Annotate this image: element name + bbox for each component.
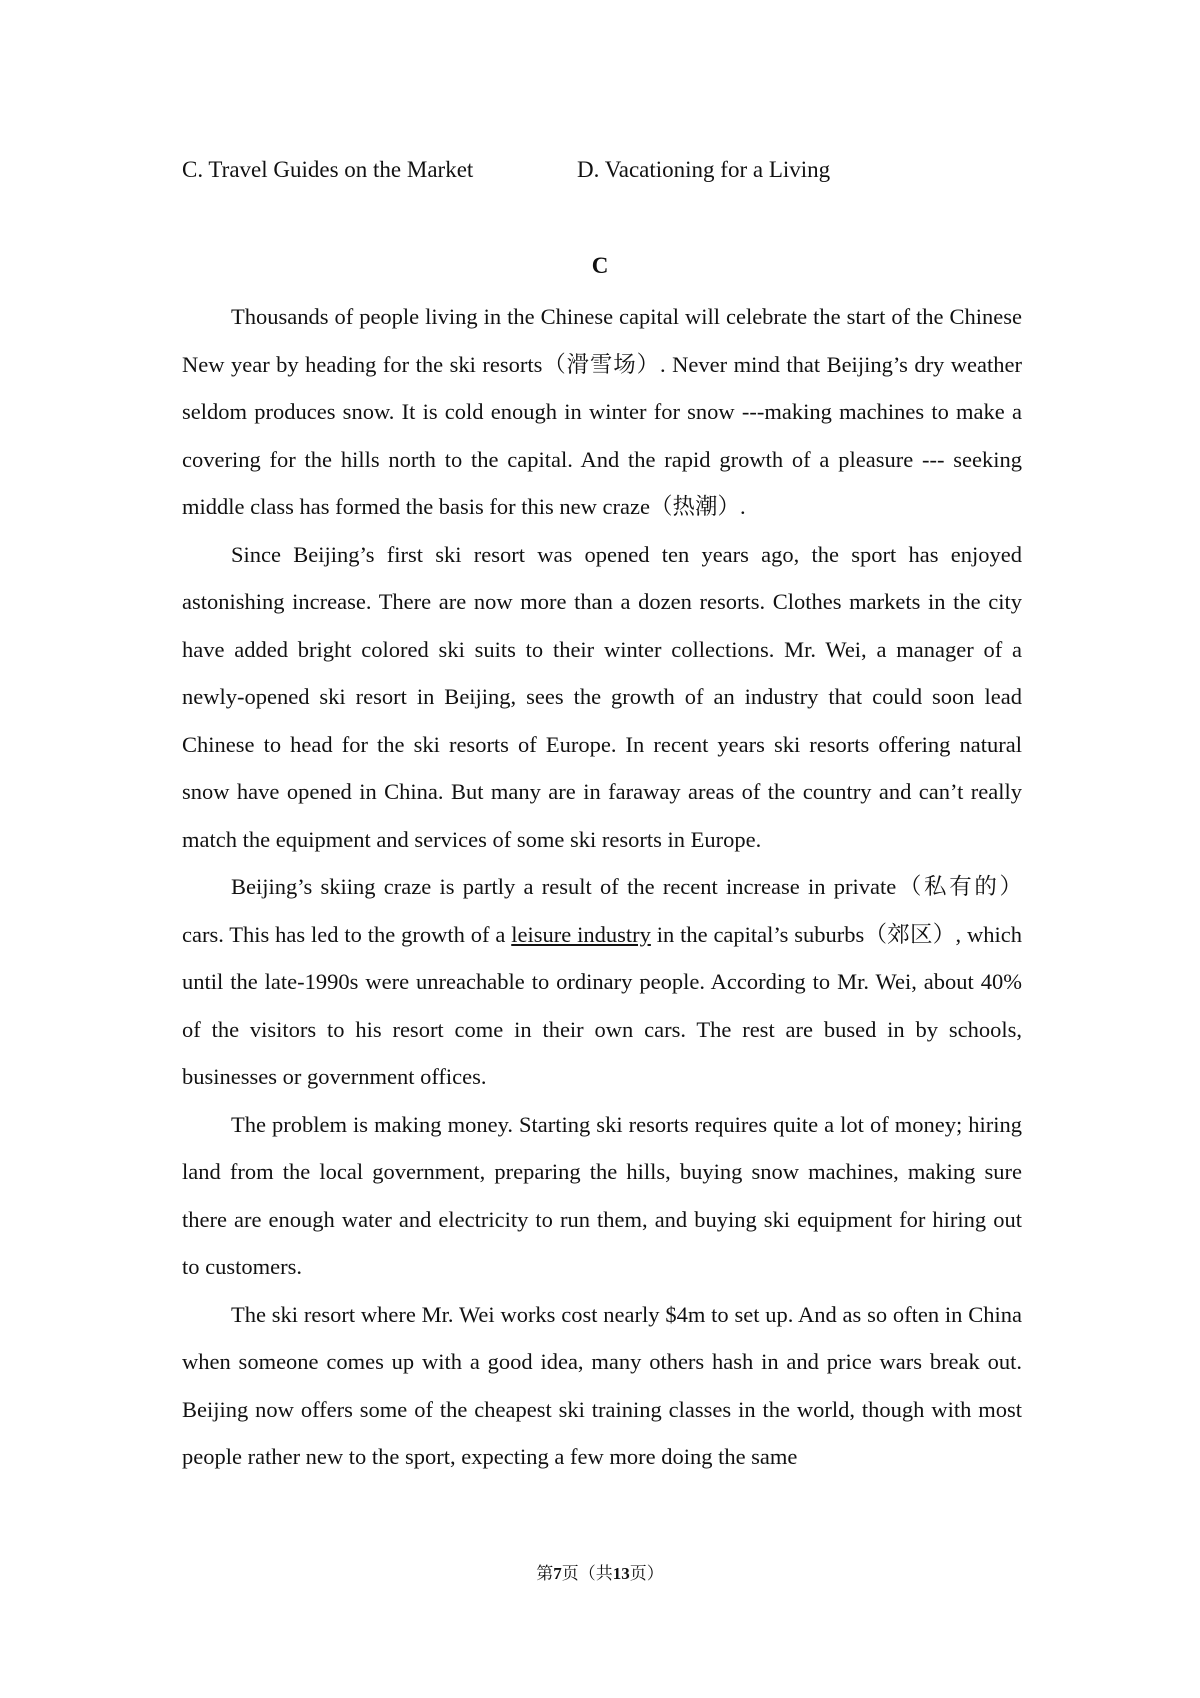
footer-total-pages: 13 <box>612 1564 630 1583</box>
paragraph-3-text-after: in the capital’s suburbs（郊区）, which until the late-1990s were unreachable to ordinary people. According to Mr. Wei, about 40% of the visitors to his resort come in their own cars. The rest are bused in by schools, businesses or government offices. <box>182 921 1023 1089</box>
page-footer <box>0 1562 1200 1586</box>
paragraph-3 <box>182 863 1022 1101</box>
reading-passage <box>182 293 1022 1481</box>
footer-page-number: 7 <box>553 1564 562 1583</box>
footer-suffix: 页） <box>629 1564 664 1583</box>
paragraph-5: The ski resort where Mr. Wei works cost nearly $4m to set up. And as so often in China when someone comes up with a good idea, many others hash in and price wars break out. Beijing now offers some of the cheapest ski training classes in the world, though with most people rather new to the sport, expecting a few more doing the same <box>182 1301 1022 1469</box>
paragraph-2: Since Beijing’s first ski resort was opened ten years ago, the sport has enjoyed astonishing increase. There are now more than a dozen resorts. Clothes markets in the city have added bright colored ski suits to their winter collections. Mr. Wei, a manager of a newly-opened ski resort in Beijing, sees the growth of an industry that could soon lead Chinese to head for the ski resorts of Europe. In recent years ski resorts offering natural snow have opened in China. But many are in faraway areas of the country and can’t really match the equipment and services of some ski resorts in Europe. <box>182 541 1022 852</box>
paragraph-4: The problem is making money. Starting ski resorts requires quite a lot of money; hiring land from the local government, preparing the hills, buying snow machines, making sure there are enough water and electricity to run them, and buying ski equipment for hiring out to customers. <box>182 1111 1022 1279</box>
paragraph-1: Thousands of people living in the Chinese capital will celebrate the start of the Chinese New year by heading for the ski resorts（滑雪场）. Never mind that Beijing’s dry weather seldom produces snow. It is cold enough in winter for snow ---making machines to make a covering for the hills north to the capital. And the rapid growth of a pleasure --- seeking middle class has formed the basis for this new craze（热潮）. <box>182 304 1022 519</box>
footer-middle: 页（共 <box>561 1564 613 1583</box>
paragraph-3-text-before: Beijing’s skiing craze is partly a result of the recent increase in private（私有的） cars. This has led to the growth of a <box>182 874 1022 947</box>
underlined-phrase: leisure industry <box>511 921 651 947</box>
footer-prefix: 第 <box>536 1564 554 1583</box>
section-heading: C <box>591 253 609 278</box>
option-d: D. Vacationing for a Living <box>577 157 831 182</box>
option-c: C. Travel Guides on the Market <box>182 157 474 182</box>
